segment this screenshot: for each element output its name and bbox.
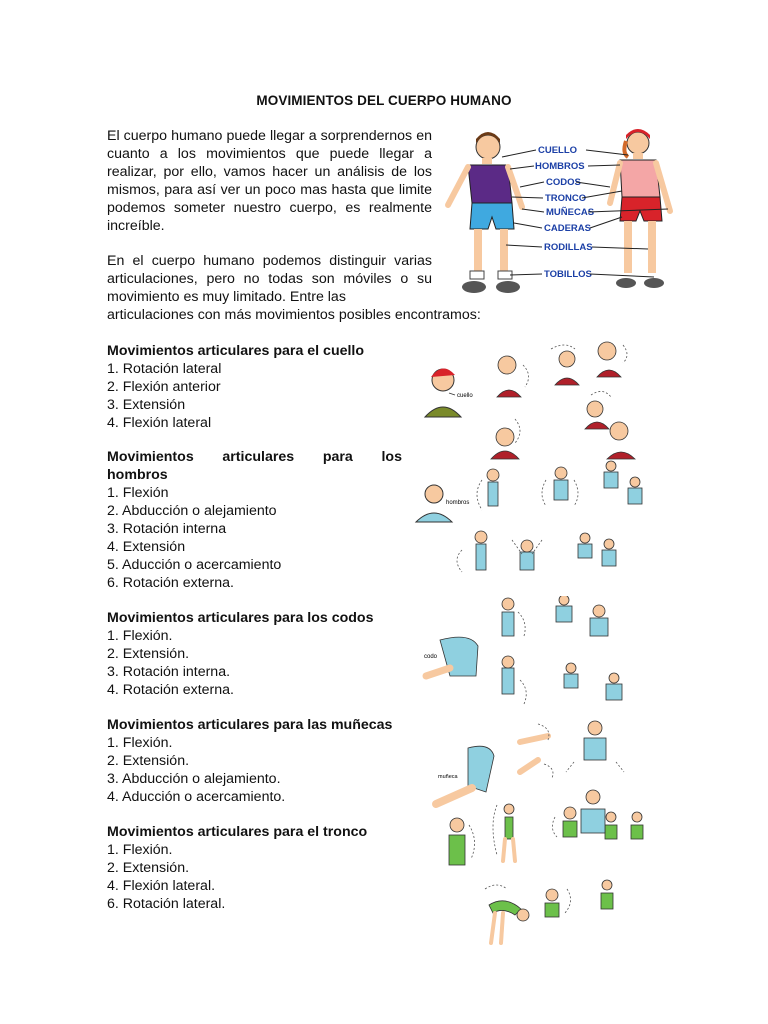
list-item: 3. Extensión — [107, 397, 186, 413]
list-item: 2. Extensión. — [107, 860, 190, 876]
diagram-label-tronco: TRONCO — [545, 193, 587, 204]
list-item: 1. Rotación lateral — [107, 361, 222, 377]
section-heading-part2: hombros — [107, 467, 168, 483]
section-heading: Movimientos articulares para las muñecas — [107, 717, 393, 733]
shoulder-reference-figure — [416, 485, 469, 522]
neck-figure-label: cuello — [457, 393, 473, 399]
section-shoulders — [107, 448, 402, 592]
trunk-movements-illustration — [445, 785, 655, 950]
list-item: 3. Rotación interna. — [107, 664, 231, 680]
list-item: 3. Rotación interna — [107, 521, 227, 537]
joints-paragraph: En el cuerpo humano podemos distinguir varias articulaciones, pero no todas son móviles o su movimiento es muy limitado. Entre las — [107, 253, 432, 305]
list-item: 6. Rotación lateral. — [107, 896, 226, 912]
list-item: 3. Abducción o alejamiento. — [107, 771, 281, 787]
list-item: 1. Flexión — [107, 485, 169, 501]
boy-figure — [448, 132, 522, 293]
list-item: 4. Aducción o acercamiento. — [107, 789, 286, 805]
diagram-label-hombros: HOMBROS — [535, 161, 585, 172]
girl-figure — [610, 129, 670, 288]
list-item: 1. Flexión. — [107, 628, 173, 644]
list-item: 1. Flexión. — [107, 842, 173, 858]
section-heading-part1: Movimientos articulares para los — [107, 449, 402, 465]
body-diagram — [440, 125, 680, 300]
list-item: 4. Rotación externa. — [107, 682, 234, 698]
elbow-figure-label: codo — [424, 654, 438, 660]
shoulder-movements-illustration — [412, 460, 657, 585]
elbow-movements-illustration — [420, 596, 635, 711]
list-item: 5. Aducción o acercamiento — [107, 557, 282, 573]
diagram-label-cuello: CUELLO — [538, 145, 578, 156]
list-item: 6. Rotación externa. — [107, 575, 234, 591]
list-item: 4. Flexión lateral. — [107, 878, 216, 894]
section-elbows — [107, 609, 402, 699]
list-item: 2. Extensión. — [107, 753, 190, 769]
diagram-label-munecas: MUÑECAS — [546, 207, 595, 218]
list-item: 4. Flexión lateral — [107, 415, 212, 431]
list-item: 2. Abducción o alejamiento — [107, 503, 277, 519]
section-neck — [107, 342, 402, 432]
list-item: 2. Flexión anterior — [107, 379, 221, 395]
elbow-reference-figure — [424, 637, 478, 676]
shoulder-figure-label: hombros — [446, 500, 470, 506]
diagram-label-tobillos: TOBILLOS — [544, 269, 592, 280]
intro-paragraph: El cuerpo humano puede llegar a sorprendernos en cuanto a los movimientos que puede llegar a realizar, por ello, vamos hacer un análisis de los mismos, para así ver un poco mas hasta que limite podemos someter nuestro cuerpo, es realmente increíble. — [107, 128, 432, 234]
diagram-label-codos: CODOS — [546, 177, 581, 188]
list-item: 4. Extensión — [107, 539, 186, 555]
neck-reference-figure — [425, 368, 473, 417]
section-trunk — [107, 823, 402, 913]
wrist-figure-label: muñeca — [438, 774, 458, 780]
section-wrists — [107, 716, 402, 806]
section-heading — [107, 448, 402, 484]
diagram-label-rodillas: RODILLAS — [544, 242, 593, 253]
section-heading: Movimientos articulares para el cuello — [107, 343, 365, 359]
neck-movements-illustration — [415, 335, 655, 465]
list-item: 1. Flexión. — [107, 735, 173, 751]
section-heading: Movimientos articulares para los codos — [107, 610, 374, 626]
list-item: 2. Extensión. — [107, 646, 190, 662]
section-heading: Movimientos articulares para el tronco — [107, 824, 368, 840]
diagram-label-caderas: CADERAS — [544, 223, 591, 234]
page-title: MOVIMIENTOS DEL CUERPO HUMANO — [256, 93, 512, 108]
joints-paragraph-tail: articulaciones con más movimientos posibles encontramos: — [107, 307, 481, 323]
